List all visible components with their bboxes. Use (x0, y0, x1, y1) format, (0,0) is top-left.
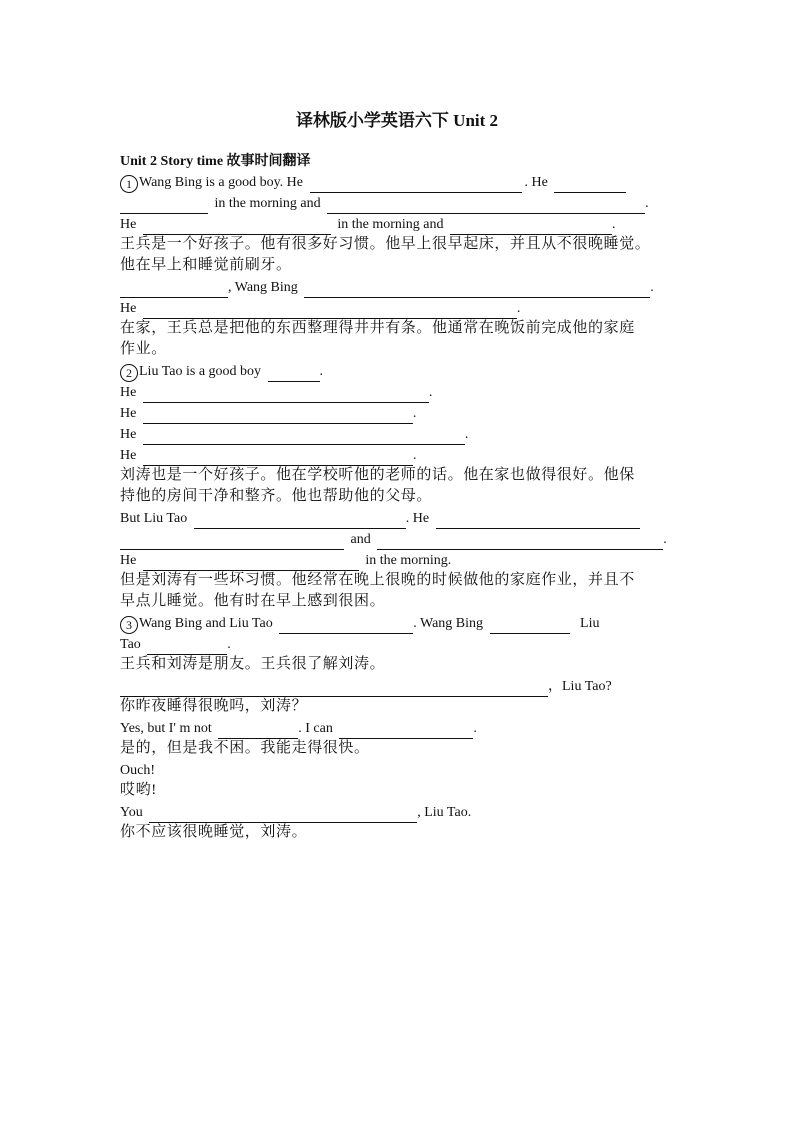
s1-text: . (650, 280, 654, 295)
s3-line-5 (120, 802, 676, 823)
s2-translation-1: 刘涛也是一个好孩子。他在学校听他的老师的话。他在家也做得很好。他保 (120, 467, 635, 483)
s1-text: . (611, 217, 616, 232)
s1-text: He (120, 301, 137, 316)
s3-text: Yes, but I' m not (120, 721, 212, 736)
s1-translation-1: 王兵是一个好孩子。他有很多好习惯。他早上很早起床，并且从不很晚睡觉。 (120, 236, 651, 252)
s3-text: ，Liu Tao? (548, 679, 612, 694)
s1-translation-4: 作业。 (120, 341, 167, 357)
s3-line-4 (120, 718, 676, 739)
answer-blank[interactable] (436, 513, 640, 529)
answer-blank[interactable] (143, 408, 413, 424)
s2-line-6 (120, 508, 676, 529)
s2-translation-4: 早点儿睡觉。他有时在早上感到很困。 (120, 593, 386, 609)
s3-text: You (120, 805, 143, 820)
answer-blank[interactable] (450, 219, 612, 235)
s2-text: . (428, 385, 433, 400)
s3-text: . I can (298, 721, 333, 736)
s2-text: He (120, 427, 137, 442)
s3-text: , Liu Tao. (417, 805, 472, 820)
answer-blank[interactable] (120, 198, 208, 214)
s3-text: . (227, 637, 231, 652)
s1-line-1 (120, 172, 676, 193)
answer-blank[interactable] (554, 177, 626, 193)
s1-line-5 (120, 298, 676, 319)
s1-line-3 (120, 214, 676, 235)
s1-line-2 (120, 193, 676, 214)
answer-blank[interactable] (279, 618, 413, 634)
s1-text: He (120, 217, 137, 232)
s2-text: and (350, 532, 371, 547)
s3-text: . (473, 721, 477, 736)
answer-blank[interactable] (143, 303, 517, 319)
answer-blank[interactable] (268, 366, 320, 382)
answer-blank[interactable] (143, 555, 359, 571)
s1-text: . (645, 196, 649, 211)
answer-blank[interactable] (490, 618, 570, 634)
s2-text: But Liu Tao (120, 511, 188, 526)
s2-line-3 (120, 403, 676, 424)
s1-text: in the morning and (214, 196, 321, 211)
s2-text: He (120, 553, 137, 568)
answer-blank[interactable] (339, 723, 473, 739)
answer-blank[interactable] (120, 282, 228, 298)
s1-text: in the morning and (337, 217, 444, 232)
answer-blank[interactable] (310, 177, 522, 193)
s3-translation-4: 哎哟! (120, 782, 157, 798)
s2-text: . (663, 532, 667, 547)
s1-text: , Wang Bing (228, 280, 298, 295)
s3-translation-1: 王兵和刘涛是朋友。王兵很了解刘涛。 (120, 656, 386, 672)
s3-translation-3: 是的，但是我不困。我能走得很快。 (120, 740, 370, 756)
s2-translation-2: 持他的房间干净和整齐。他也帮助他的父母。 (120, 488, 433, 504)
s3-text: . Wang Bing (413, 616, 484, 631)
s2-text: He (120, 385, 137, 400)
s3-translation-2: 你昨夜睡得很晚吗，刘涛？ (120, 698, 308, 714)
s3-line-2 (120, 634, 676, 655)
s3-text: Wang Bing and Liu Tao (139, 616, 273, 631)
answer-blank[interactable] (147, 639, 227, 655)
s2-text: . He (405, 511, 430, 526)
circled-number-2: 2 (120, 364, 138, 382)
s1-text: . He (524, 175, 548, 190)
answer-blank[interactable] (120, 534, 344, 550)
answer-blank[interactable] (143, 450, 413, 466)
s2-line-2 (120, 382, 676, 403)
s2-text: in the morning. (365, 553, 452, 568)
s3-line-ouch: Ouch! (120, 763, 155, 778)
s3-text: Tao (120, 637, 141, 652)
s2-line-1 (120, 361, 676, 382)
s3-text: Liu (580, 616, 600, 631)
answer-blank[interactable] (218, 723, 298, 739)
s2-text: Liu Tao is a good boy (139, 364, 262, 379)
answer-blank[interactable] (143, 429, 465, 445)
s2-text: He (120, 406, 137, 421)
answer-blank[interactable] (120, 681, 548, 697)
s2-translation-3: 但是刘涛有一些坏习惯。他经常在晚上很晚的时候做他的家庭作业，并且不 (120, 572, 635, 588)
s1-text: . (516, 301, 521, 316)
answer-blank[interactable] (143, 219, 331, 235)
s2-line-5 (120, 445, 676, 466)
s2-text: . (464, 427, 469, 442)
s2-text: . (412, 448, 417, 463)
answer-blank[interactable] (304, 282, 650, 298)
s2-text: . (319, 364, 324, 379)
s3-line-3 (120, 676, 676, 697)
s2-text: He (120, 448, 137, 463)
s2-line-4 (120, 424, 676, 445)
s2-line-8 (120, 550, 676, 571)
s1-translation-3: 在家，王兵总是把他的东西整理得井井有条。他通常在晚饭前完成他的家庭 (120, 320, 635, 336)
s1-translation-2: 他在早上和睡觉前刷牙。 (120, 257, 292, 273)
page-title: 译林版小学英语六下 Unit 2 (295, 111, 499, 130)
answer-blank[interactable] (377, 534, 663, 550)
answer-blank[interactable] (194, 513, 406, 529)
s3-line-1 (120, 613, 676, 634)
answer-blank[interactable] (327, 198, 645, 214)
circled-number-1: 1 (120, 175, 138, 193)
s1-text: Wang Bing is a good boy. He (139, 175, 304, 190)
answer-blank[interactable] (143, 387, 429, 403)
s2-line-7 (120, 529, 676, 550)
circled-number-3: 3 (120, 616, 138, 634)
section-subtitle: Unit 2 Story time 故事时间翻译 (120, 154, 311, 169)
answer-blank[interactable] (149, 807, 417, 823)
s3-translation-5: 你不应该很晚睡觉，刘涛。 (120, 824, 308, 840)
s1-line-4 (120, 277, 676, 298)
s2-text: . (412, 406, 417, 421)
